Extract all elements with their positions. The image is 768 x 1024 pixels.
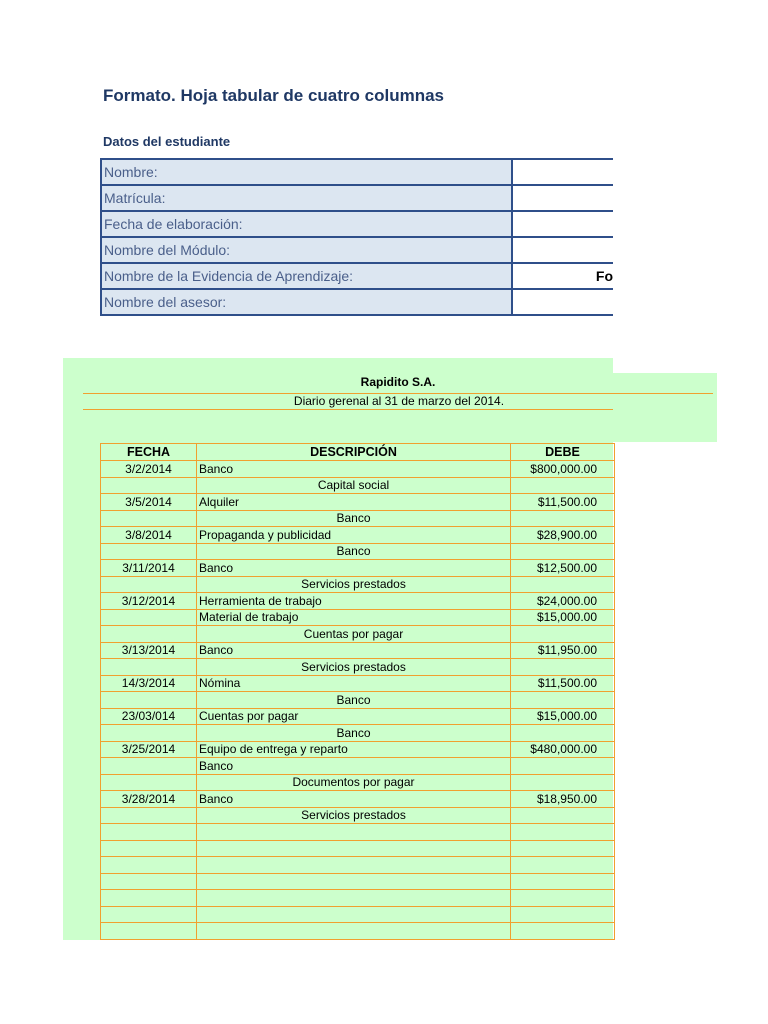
journal-cell-descripcion: Servicios prestados	[197, 576, 511, 593]
journal-cell-fecha	[101, 477, 197, 494]
student-field-value[interactable]	[512, 289, 613, 315]
journal-heading	[83, 394, 613, 410]
journal-cell-descripcion	[197, 923, 511, 940]
journal-row	[101, 576, 615, 593]
journal-cell-descripcion: Banco	[197, 758, 511, 775]
journal-row	[101, 543, 615, 560]
journal-cell-fecha	[101, 840, 197, 857]
company-name-text: Rapidito S.A.	[360, 375, 436, 389]
journal-cell-fecha: 3/5/2014	[101, 494, 197, 511]
journal-row	[101, 692, 615, 709]
journal-header-row	[101, 444, 615, 461]
journal-cell-fecha	[101, 725, 197, 742]
journal-row	[101, 791, 615, 808]
journal-cell-debe	[511, 543, 615, 560]
journal-cell-descripcion: Herramienta de trabajo	[197, 593, 511, 610]
journal-cell-fecha	[101, 609, 197, 626]
journal-cell-descripcion: Banco	[197, 692, 511, 709]
journal-cell-debe: $15,000.00	[511, 609, 615, 626]
journal-cell-debe: $24,000.00	[511, 593, 615, 610]
journal-cell-debe: $11,500.00	[511, 494, 615, 511]
journal-row	[101, 857, 615, 874]
journal-cell-debe	[511, 923, 615, 940]
journal-cell-debe: $28,900.00	[511, 527, 615, 544]
journal-row	[101, 642, 615, 659]
journal-cell-fecha	[101, 692, 197, 709]
journal-row	[101, 593, 615, 610]
journal-cell-debe	[511, 758, 615, 775]
journal-cell-debe	[511, 840, 615, 857]
column-header-debe: DEBE	[511, 444, 615, 461]
journal-row	[101, 824, 615, 841]
journal-cell-debe	[511, 725, 615, 742]
journal-cell-descripcion	[197, 873, 511, 890]
journal-cell-debe	[511, 890, 615, 907]
journal-cell-debe	[511, 626, 615, 643]
student-field-row	[101, 289, 613, 315]
journal-cell-fecha: 3/25/2014	[101, 741, 197, 758]
journal-cell-debe	[511, 510, 615, 527]
company-name	[83, 375, 713, 394]
student-info-table	[100, 158, 613, 316]
journal-cell-fecha	[101, 543, 197, 560]
journal-cell-descripcion: Cuentas por pagar	[197, 708, 511, 725]
student-field-value[interactable]	[512, 159, 613, 185]
journal-row	[101, 560, 615, 577]
journal-row	[101, 906, 615, 923]
student-field-row	[101, 159, 613, 185]
journal-cell-debe: $11,950.00	[511, 642, 615, 659]
student-field-label: Nombre de la Evidencia de Aprendizaje:	[101, 263, 512, 289]
journal-cell-debe	[511, 824, 615, 841]
journal-cell-fecha: 14/3/2014	[101, 675, 197, 692]
journal-cell-fecha: 3/28/2014	[101, 791, 197, 808]
journal-cell-debe	[511, 906, 615, 923]
journal-cell-fecha: 23/03/014	[101, 708, 197, 725]
journal-cell-debe: $15,000.00	[511, 708, 615, 725]
journal-row	[101, 626, 615, 643]
journal-row	[101, 461, 615, 478]
journal-heading-text: Diario gerenal al 31 de marzo del 2014.	[293, 394, 505, 408]
journal-table	[100, 443, 615, 940]
section-title-student: Datos del estudiante	[103, 134, 231, 149]
student-field-label: Nombre del asesor:	[101, 289, 512, 315]
journal-cell-fecha: 3/11/2014	[101, 560, 197, 577]
journal-cell-debe	[511, 774, 615, 791]
journal-cell-debe	[511, 477, 615, 494]
journal-cell-descripcion: Equipo de entrega y reparto	[197, 741, 511, 758]
journal-cell-fecha	[101, 510, 197, 527]
journal-cell-fecha	[101, 774, 197, 791]
journal-row	[101, 840, 615, 857]
student-field-value[interactable]: Fo	[512, 263, 613, 289]
journal-cell-descripcion: Documentos por pagar	[197, 774, 511, 791]
journal-cell-descripcion: Material de trabajo	[197, 609, 511, 626]
journal-cell-descripcion: Nómina	[197, 675, 511, 692]
journal-cell-descripcion	[197, 906, 511, 923]
journal-cell-fecha	[101, 873, 197, 890]
journal-row	[101, 774, 615, 791]
page-title: Formato. Hoja tabular de cuatro columnas	[103, 86, 445, 105]
journal-row	[101, 890, 615, 907]
student-field-row	[101, 237, 613, 263]
journal-row	[101, 659, 615, 676]
column-header-descripcion: DESCRIPCIÓN	[197, 444, 511, 461]
journal-cell-fecha: 3/2/2014	[101, 461, 197, 478]
journal-row	[101, 510, 615, 527]
journal-cell-descripcion: Banco	[197, 791, 511, 808]
journal-cell-descripcion: Banco	[197, 543, 511, 560]
journal-row	[101, 741, 615, 758]
student-field-row	[101, 211, 613, 237]
journal-row	[101, 609, 615, 626]
journal-cell-debe	[511, 659, 615, 676]
student-field-value[interactable]	[512, 211, 613, 237]
journal-cell-descripcion	[197, 857, 511, 874]
student-field-label: Matrícula:	[101, 185, 512, 211]
journal-cell-fecha	[101, 807, 197, 824]
journal-row	[101, 708, 615, 725]
journal-row	[101, 675, 615, 692]
journal-cell-fecha: 3/13/2014	[101, 642, 197, 659]
journal-cell-fecha	[101, 906, 197, 923]
journal-cell-fecha	[101, 890, 197, 907]
journal-cell-descripcion: Banco	[197, 560, 511, 577]
journal-cell-descripcion: Banco	[197, 642, 511, 659]
journal-cell-fecha	[101, 857, 197, 874]
journal-cell-debe: $480,000.00	[511, 741, 615, 758]
journal-cell-descripcion	[197, 840, 511, 857]
student-field-label: Fecha de elaboración:	[101, 211, 512, 237]
journal-cell-descripcion: Banco	[197, 725, 511, 742]
journal-cell-descripcion	[197, 824, 511, 841]
journal-cell-debe: $11,500.00	[511, 675, 615, 692]
journal-cell-debe: $800,000.00	[511, 461, 615, 478]
journal-cell-fecha: 3/12/2014	[101, 593, 197, 610]
student-field-label: Nombre:	[101, 159, 512, 185]
journal-cell-fecha: 3/8/2014	[101, 527, 197, 544]
journal-cell-descripcion: Cuentas por pagar	[197, 626, 511, 643]
student-field-row	[101, 263, 613, 289]
journal-cell-fecha	[101, 923, 197, 940]
journal-row	[101, 527, 615, 544]
journal-row	[101, 725, 615, 742]
journal-cell-fecha	[101, 758, 197, 775]
journal-cell-debe	[511, 873, 615, 890]
student-field-row	[101, 185, 613, 211]
journal-cell-debe: $12,500.00	[511, 560, 615, 577]
journal-row	[101, 923, 615, 940]
journal-row	[101, 873, 615, 890]
student-field-value[interactable]	[512, 237, 613, 263]
journal-cell-fecha	[101, 626, 197, 643]
student-field-value[interactable]	[512, 185, 613, 211]
journal-cell-descripcion: Propaganda y publicidad	[197, 527, 511, 544]
column-header-fecha: FECHA	[101, 444, 197, 461]
journal-cell-debe	[511, 857, 615, 874]
journal-cell-descripcion: Banco	[197, 510, 511, 527]
journal-row	[101, 758, 615, 775]
journal-cell-debe	[511, 692, 615, 709]
journal-cell-debe	[511, 807, 615, 824]
journal-cell-descripcion	[197, 890, 511, 907]
journal-cell-descripcion: Servicios prestados	[197, 807, 511, 824]
journal-cell-descripcion: Banco	[197, 461, 511, 478]
journal-row	[101, 477, 615, 494]
journal-cell-debe: $18,950.00	[511, 791, 615, 808]
student-field-label: Nombre del Módulo:	[101, 237, 512, 263]
journal-cell-debe	[511, 576, 615, 593]
journal-cell-descripcion: Capital social	[197, 477, 511, 494]
journal-cell-descripcion: Servicios prestados	[197, 659, 511, 676]
journal-row	[101, 807, 615, 824]
journal-cell-descripcion: Alquiler	[197, 494, 511, 511]
journal-row	[101, 494, 615, 511]
journal-cell-fecha	[101, 659, 197, 676]
journal-cell-fecha	[101, 576, 197, 593]
journal-cell-fecha	[101, 824, 197, 841]
